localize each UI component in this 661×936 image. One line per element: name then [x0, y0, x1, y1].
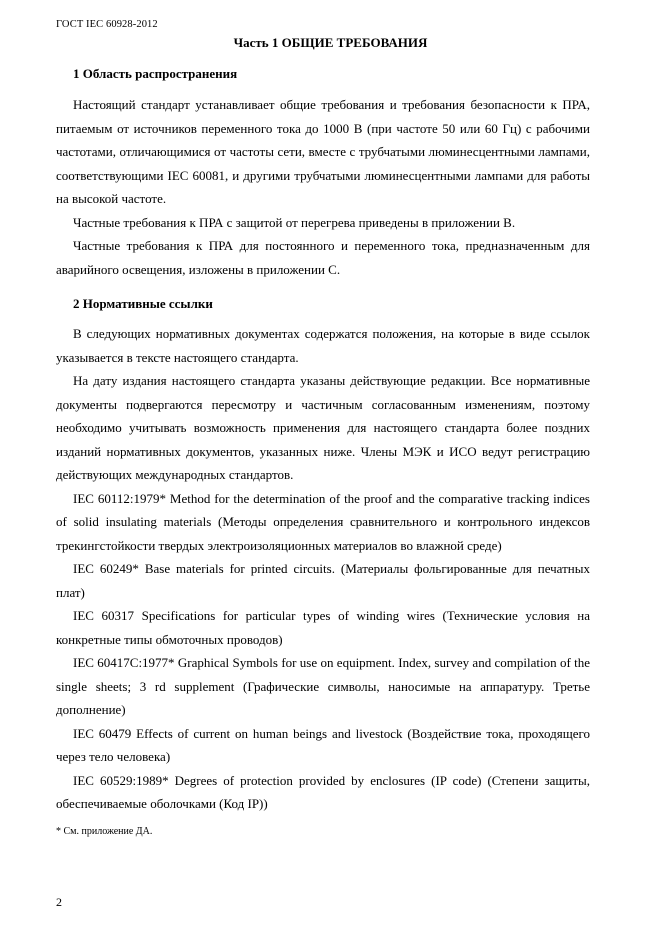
section-1-body: [56, 93, 590, 281]
reference-item: IEC 60112:1979* Method for the determination of the proof and the comparative tracking indices of solid insulating materials (Методы определения сравнительного и контрольного индексов трекингстойкости твердых электроизоляционных материалов во влажной среде): [56, 490, 590, 553]
paragraph: На дату издания настоящего стандарта указаны действующие редакции. Все нормативные документы подвергаются пересмотру и частичным согласованным изменениям, поэтому необходимо учитывать возможность применения для настоящего стандарта более поздних изданий нормативных документов, указанных ниже. Члены МЭК и ИСО ведут регистрацию действующих международных стандартов.: [56, 373, 590, 482]
document-code-header: ГОСТ IEC 60928-2012: [56, 19, 158, 30]
part-title: Часть 1 ОБЩИЕ ТРЕБОВАНИЯ: [233, 35, 428, 50]
paragraph: В следующих нормативных документах содержатся положения, на которые в виде ссылок указывается в тексте настоящего стандарта.: [56, 326, 590, 365]
section-1-title: 1 Область распространения: [73, 66, 238, 81]
footnote: * См. приложение ДА.: [56, 826, 153, 837]
reference-item: IEC 60417C:1977* Graphical Symbols for use on equipment. Index, survey and compilation of the single sheets; 3 rd supplement (Графические символы, наносимые на аппаратуру. Третье дополнение): [56, 655, 590, 717]
reference-item: IEC 60317 Specifications for particular types of winding wires (Технические условия на конкретные типы обмоточных проводов): [56, 608, 590, 647]
paragraph: Настоящий стандарт устанавливает общие требования и требования безопасности к ПРА, питаемым от источников переменного тока до 1000 В (при частоте 50 или 60 Гц) с рабочими частотами, отличающимися от частоты сети, вместе с трубчатыми люминесцентными лампами, соответствующими IEC 60081, и другими трубчатыми люминесцентными лампами для работы на высокой частоте.: [56, 97, 590, 206]
section-2-title: 2 Нормативные ссылки: [73, 296, 213, 311]
section-2-body: [56, 322, 590, 816]
reference-item: IEC 60479 Effects of current on human beings and livestock (Воздействие тока, проходящего через тело человека): [56, 725, 590, 764]
footnote-divider: [56, 816, 166, 817]
page-number: 2: [56, 895, 62, 909]
paragraph: Частные требования к ПРА для постоянного и переменного тока, предназначенным для аварийного освещения, изложены в приложении С.: [56, 238, 590, 277]
paragraph: Частные требования к ПРА с защитой от перегрева приведены в приложении В.: [73, 214, 516, 230]
reference-item: IEC 60529:1989* Degrees of protection provided by enclosures (IP code) (Степени защиты, обеспечиваемые оболочками (Код IP)): [56, 772, 590, 811]
reference-item: IEC 60249* Base materials for printed circuits. (Материалы фольгированные для печатных плат): [56, 561, 590, 600]
